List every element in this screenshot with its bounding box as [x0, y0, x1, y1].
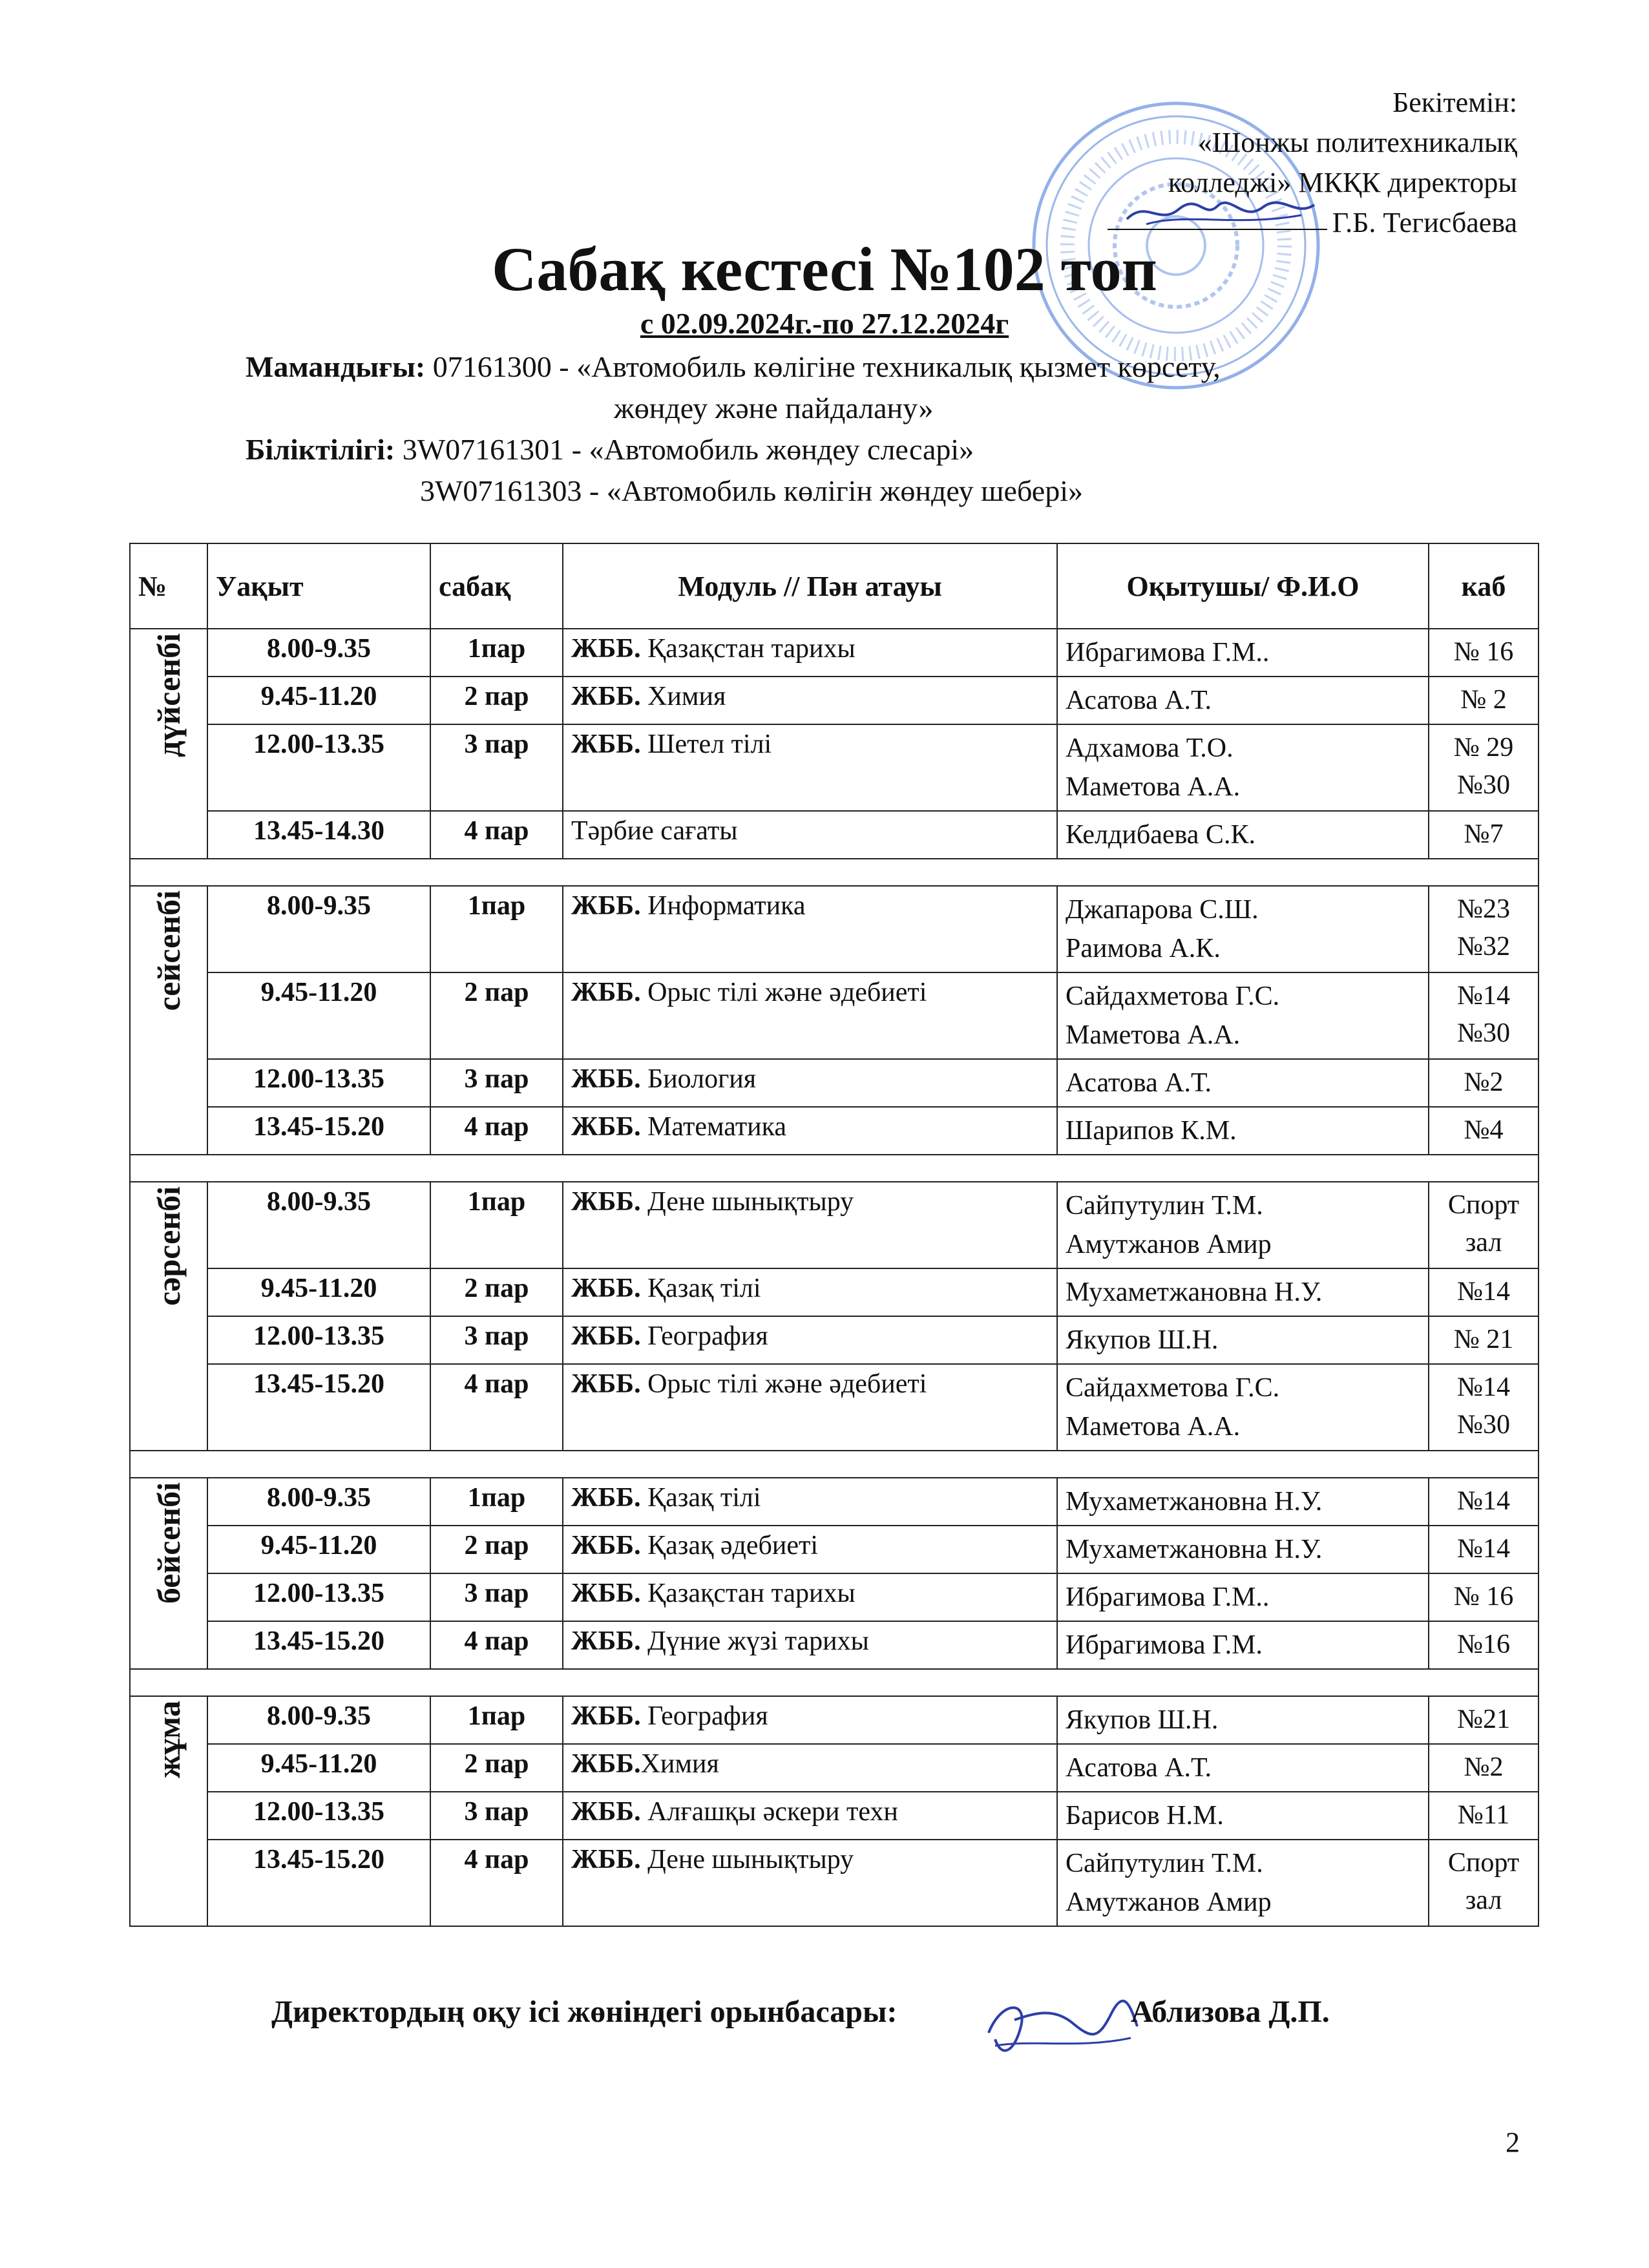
subject-name: География	[640, 1321, 768, 1351]
lesson-subject	[563, 1182, 1057, 1268]
subject-prefix: ЖББ.	[571, 1369, 641, 1399]
lesson-teacher	[1057, 1696, 1429, 1744]
lesson-teacher	[1057, 677, 1429, 724]
teacher-name: Якупов Ш.Н.	[1066, 1705, 1219, 1735]
lesson-teacher	[1057, 724, 1429, 811]
lesson-subject	[563, 629, 1057, 677]
lesson-pair: 1пар	[430, 1696, 563, 1744]
teacher-name: Келдибаева С.К.	[1066, 820, 1255, 850]
room-number: №7	[1464, 819, 1504, 849]
lesson-room	[1429, 972, 1539, 1059]
subject-prefix: ЖББ.	[571, 1579, 641, 1608]
day-name: дүйсенбі	[151, 633, 187, 757]
day-cell	[130, 1182, 207, 1451]
table-row	[130, 1526, 1539, 1573]
subject-name: Орыс тілі және әдебиеті	[640, 978, 927, 1007]
lesson-subject	[563, 1268, 1057, 1316]
teacher-name: Адхамова Т.О.	[1066, 733, 1234, 763]
lesson-subject	[563, 1621, 1057, 1669]
lesson-teacher	[1057, 1573, 1429, 1621]
lesson-room	[1429, 629, 1539, 677]
lesson-pair: 4 пар	[430, 1364, 563, 1451]
subject-prefix: ЖББ.	[571, 730, 641, 759]
lesson-teacher	[1057, 1107, 1429, 1155]
lesson-subject	[563, 1316, 1057, 1364]
subject-name: Химия	[640, 1749, 719, 1779]
qualification-label: Біліктілігі:	[246, 433, 395, 466]
subject-prefix: ЖББ.	[571, 1797, 641, 1827]
teacher-name: Ибрагимова Г.М..	[1066, 1582, 1270, 1612]
lesson-room	[1429, 724, 1539, 811]
teacher-name: Асатова А.Т.	[1066, 1753, 1212, 1783]
subject-name: Қазақ тілі	[640, 1483, 761, 1513]
lesson-subject	[563, 1364, 1057, 1451]
lesson-time: 8.00-9.35	[207, 886, 430, 972]
lesson-room	[1429, 1182, 1539, 1268]
lesson-room	[1429, 1107, 1539, 1155]
lesson-time: 12.00-13.35	[207, 1316, 430, 1364]
specialty-block	[246, 346, 1221, 429]
day-separator-row	[130, 859, 1539, 886]
deputy-name: Аблизова Д.П.	[1131, 1995, 1330, 2029]
lesson-time: 12.00-13.35	[207, 1573, 430, 1621]
lesson-pair: 1пар	[430, 1182, 563, 1268]
qualification-line-2: 3W07161303 - «Автомобиль көлігін жөндеу шебері»	[420, 474, 1083, 507]
subject-prefix: ЖББ.	[571, 1531, 641, 1560]
table-row	[130, 1840, 1539, 1926]
table-row	[130, 1182, 1539, 1268]
lesson-time: 8.00-9.35	[207, 1696, 430, 1744]
lesson-room	[1429, 1268, 1539, 1316]
lesson-room	[1429, 1792, 1539, 1840]
table-row	[130, 1744, 1539, 1792]
teacher-name: Маметова А.А.	[1066, 1020, 1241, 1050]
lesson-pair: 4 пар	[430, 1107, 563, 1155]
teacher-name: Маметова А.А.	[1066, 1412, 1241, 1442]
day-name: бейсенбі	[151, 1482, 187, 1604]
day-separator-row	[130, 1155, 1539, 1182]
table-row	[130, 724, 1539, 811]
subject-name: Орыс тілі және әдебиеті	[640, 1369, 927, 1399]
lesson-teacher	[1057, 1840, 1429, 1926]
room-number: № 16	[1453, 1582, 1514, 1612]
lesson-teacher	[1057, 1478, 1429, 1526]
lesson-room	[1429, 886, 1539, 972]
lesson-subject	[563, 1478, 1057, 1526]
lesson-subject	[563, 1840, 1057, 1926]
approval-line-3: колледжі» МКҚК директоры	[1168, 167, 1517, 198]
table-header-row	[130, 543, 1539, 629]
lesson-subject	[563, 1526, 1057, 1573]
teacher-name: Маметова А.А.	[1066, 772, 1241, 802]
day-separator	[130, 1451, 1539, 1478]
room-number: №21	[1456, 1705, 1511, 1734]
specialty-line-2: жөндеу және пайдалану»	[614, 392, 934, 425]
subject-name: География	[640, 1701, 768, 1731]
room-number: №30	[1456, 1018, 1511, 1048]
room-number: №11	[1457, 1800, 1510, 1830]
subject-name: Қазақстан тарихы	[640, 634, 856, 664]
table-row	[130, 677, 1539, 724]
room-number: №30	[1456, 770, 1511, 800]
lesson-subject	[563, 1059, 1057, 1107]
header-time: Уақыт	[207, 543, 430, 629]
lesson-subject	[563, 972, 1057, 1059]
room-number: зал	[1465, 1228, 1502, 1257]
table-row	[130, 1364, 1539, 1451]
table-row	[130, 629, 1539, 677]
table-row	[130, 1268, 1539, 1316]
subject-prefix: ЖББ.	[571, 682, 641, 711]
lesson-time: 13.45-15.20	[207, 1364, 430, 1451]
day-cell	[130, 629, 207, 859]
subject-prefix: ЖББ.	[571, 1749, 641, 1779]
room-number: Спорт	[1447, 1848, 1520, 1878]
lesson-time: 8.00-9.35	[207, 1478, 430, 1526]
day-separator	[130, 859, 1539, 886]
room-number: № 2	[1460, 685, 1507, 715]
schedule-period: с 02.09.2024г.-по 27.12.2024г	[640, 307, 1009, 340]
subject-name: Тәрбие сағаты	[571, 816, 738, 846]
teacher-name: Сайдахметова Г.С.	[1066, 982, 1280, 1011]
subject-prefix: ЖББ.	[571, 1321, 641, 1351]
lesson-room	[1429, 1316, 1539, 1364]
lesson-subject	[563, 1744, 1057, 1792]
teacher-name: Ибрагимова Г.М.	[1066, 1630, 1263, 1660]
lesson-time: 13.45-15.20	[207, 1621, 430, 1669]
teacher-name: Амутжанов Амир	[1066, 1230, 1272, 1259]
subject-name: Дене шынықтыру	[640, 1187, 854, 1217]
lesson-pair: 2 пар	[430, 677, 563, 724]
lesson-teacher	[1057, 1364, 1429, 1451]
lesson-pair: 2 пар	[430, 1744, 563, 1792]
lesson-time: 9.45-11.20	[207, 1526, 430, 1573]
lesson-room	[1429, 677, 1539, 724]
lesson-pair: 3 пар	[430, 1059, 563, 1107]
qualification-line-1: 3W07161301 - «Автомобиль жөндеу слесарі»	[395, 433, 974, 466]
table-row	[130, 1059, 1539, 1107]
lesson-pair: 3 пар	[430, 1316, 563, 1364]
teacher-name: Асатова А.Т.	[1066, 1068, 1212, 1098]
lesson-pair: 1пар	[430, 886, 563, 972]
lesson-teacher	[1057, 811, 1429, 859]
subject-name: Информатика	[640, 891, 806, 921]
lesson-room	[1429, 1696, 1539, 1744]
lesson-pair: 3 пар	[430, 1792, 563, 1840]
header-room: каб	[1429, 543, 1539, 629]
table-row	[130, 1792, 1539, 1840]
lesson-pair: 4 пар	[430, 1621, 563, 1669]
teacher-name: Сайпутулин Т.М.	[1066, 1191, 1263, 1221]
lesson-subject	[563, 677, 1057, 724]
room-number: Спорт	[1447, 1190, 1520, 1220]
lesson-pair: 2 пар	[430, 972, 563, 1059]
room-number: №14	[1456, 1277, 1511, 1307]
lesson-teacher	[1057, 1059, 1429, 1107]
room-number: №2	[1464, 1067, 1504, 1097]
lesson-teacher	[1057, 629, 1429, 677]
deputy-signature-block	[271, 1994, 1330, 2030]
teacher-name: Барисов Н.М.	[1066, 1801, 1224, 1831]
subject-prefix: ЖББ.	[571, 1483, 641, 1513]
lesson-pair: 4 пар	[430, 1840, 563, 1926]
header-num: №	[130, 543, 207, 629]
teacher-name: Мухаметжановна Н.У.	[1066, 1487, 1323, 1517]
lesson-room	[1429, 1744, 1539, 1792]
page-number: 2	[1506, 2126, 1520, 2158]
teacher-name: Мухаметжановна Н.У.	[1066, 1277, 1323, 1307]
day-separator-row	[130, 1669, 1539, 1696]
director-signature	[1108, 193, 1327, 232]
specialty-label: Мамандығы:	[246, 350, 426, 383]
lesson-pair: 2 пар	[430, 1526, 563, 1573]
teacher-name: Шарипов К.М.	[1066, 1116, 1237, 1146]
day-name: сәрсенбі	[151, 1186, 187, 1306]
room-number: №30	[1456, 1410, 1511, 1440]
subject-prefix: ЖББ.	[571, 1187, 641, 1217]
subject-prefix: ЖББ.	[571, 634, 641, 664]
room-number: №2	[1464, 1752, 1504, 1782]
lesson-room	[1429, 1573, 1539, 1621]
subject-name: Химия	[640, 682, 726, 711]
lesson-pair: 3 пар	[430, 724, 563, 811]
director-signature-line	[1108, 203, 1327, 230]
lesson-teacher	[1057, 1792, 1429, 1840]
subject-name: Математика	[640, 1112, 787, 1142]
day-cell	[130, 886, 207, 1155]
subject-prefix: ЖББ.	[571, 978, 641, 1007]
director-name: Г.Б. Тегисбаева	[1332, 207, 1517, 238]
subject-prefix: ЖББ.	[571, 891, 641, 921]
schedule-table	[129, 543, 1539, 1927]
table-row	[130, 1573, 1539, 1621]
lesson-time: 13.45-15.20	[207, 1840, 430, 1926]
table-row	[130, 1696, 1539, 1744]
room-number: №32	[1456, 932, 1511, 961]
subject-name: Қазақ тілі	[640, 1274, 761, 1303]
subject-name: Қазақстан тарихы	[640, 1579, 856, 1608]
teacher-name: Сайдахметова Г.С.	[1066, 1373, 1280, 1403]
subject-name: Алғашқы әскери техн	[640, 1797, 898, 1827]
subject-name: Дене шынықтыру	[640, 1845, 854, 1874]
room-number: № 21	[1453, 1325, 1514, 1354]
lesson-subject	[563, 1573, 1057, 1621]
lesson-room	[1429, 1526, 1539, 1573]
table-row	[130, 811, 1539, 859]
teacher-name: Мухаметжановна Н.У.	[1066, 1535, 1323, 1564]
day-name: жұма	[151, 1701, 187, 1778]
table-row	[130, 1621, 1539, 1669]
approval-block	[1108, 83, 1517, 243]
lesson-teacher	[1057, 1744, 1429, 1792]
page-title: Сабақ кестесі №102 топ	[492, 235, 1157, 304]
lesson-time: 8.00-9.35	[207, 629, 430, 677]
room-number: № 29	[1453, 733, 1514, 762]
schedule-body	[130, 629, 1539, 1926]
lesson-room	[1429, 1840, 1539, 1926]
room-number: № 16	[1453, 637, 1514, 667]
table-row	[130, 1316, 1539, 1364]
deputy-label: Директордың оқу ісі жөніндегі орынбасары:	[271, 1995, 898, 2029]
table-row	[130, 1478, 1539, 1526]
lesson-teacher	[1057, 1268, 1429, 1316]
lesson-time: 13.45-15.20	[207, 1107, 430, 1155]
lesson-subject	[563, 1696, 1057, 1744]
subject-prefix: ЖББ.	[571, 1845, 641, 1874]
lesson-room	[1429, 1621, 1539, 1669]
room-number: №14	[1456, 981, 1511, 1011]
lesson-pair: 4 пар	[430, 811, 563, 859]
lesson-subject	[563, 886, 1057, 972]
subject-prefix: ЖББ.	[571, 1112, 641, 1142]
lesson-time: 9.45-11.20	[207, 677, 430, 724]
approval-line-2: «Шонжы политехникалық	[1197, 127, 1517, 158]
header-teacher: Оқытушы/ Ф.И.О	[1057, 543, 1429, 629]
lesson-subject	[563, 724, 1057, 811]
teacher-name: Ибрагимова Г.М..	[1066, 638, 1270, 667]
subject-prefix: ЖББ.	[571, 1274, 641, 1303]
approval-line-1: Бекітемін:	[1392, 87, 1517, 118]
subject-prefix: ЖББ.	[571, 1064, 641, 1094]
room-number: №23	[1456, 894, 1511, 924]
lesson-teacher	[1057, 1621, 1429, 1669]
qualification-block	[246, 429, 1083, 512]
lesson-time: 12.00-13.35	[207, 1792, 430, 1840]
room-number: №4	[1464, 1115, 1504, 1145]
day-cell	[130, 1478, 207, 1669]
lesson-room	[1429, 1059, 1539, 1107]
day-separator-row	[130, 1451, 1539, 1478]
subject-name: Қазақ әдебиеті	[640, 1531, 819, 1560]
lesson-subject	[563, 1107, 1057, 1155]
day-separator	[130, 1669, 1539, 1696]
subject-prefix: ЖББ.	[571, 1626, 641, 1656]
lesson-teacher	[1057, 1182, 1429, 1268]
room-number: №16	[1456, 1630, 1511, 1659]
lesson-time: 9.45-11.20	[207, 1744, 430, 1792]
teacher-name: Асатова А.Т.	[1066, 686, 1212, 715]
lesson-subject	[563, 1792, 1057, 1840]
day-name: сейсенбі	[151, 890, 187, 1011]
day-separator	[130, 1155, 1539, 1182]
teacher-name: Сайпутулин Т.М.	[1066, 1849, 1263, 1878]
subject-name: Дүние жүзі тарихы	[640, 1626, 869, 1656]
lesson-time: 13.45-14.30	[207, 811, 430, 859]
room-number: №14	[1456, 1486, 1511, 1516]
specialty-line-1: 07161300 - «Автомобиль көлігіне техникалық қызмет көрсету,	[425, 350, 1221, 383]
room-number: №14	[1456, 1534, 1511, 1564]
subject-prefix: ЖББ.	[571, 1701, 641, 1731]
lesson-pair: 2 пар	[430, 1268, 563, 1316]
subject-name: Шетел тілі	[640, 730, 772, 759]
lesson-time: 9.45-11.20	[207, 1268, 430, 1316]
lesson-pair: 3 пар	[430, 1573, 563, 1621]
header-pair: сабақ	[430, 543, 563, 629]
teacher-name: Раимова А.К.	[1066, 934, 1221, 963]
subject-name: Биология	[640, 1064, 757, 1094]
table-row	[130, 972, 1539, 1059]
table-row	[130, 886, 1539, 972]
lesson-time: 12.00-13.35	[207, 1059, 430, 1107]
lesson-room	[1429, 811, 1539, 859]
header-module: Модуль // Пән атауы	[563, 543, 1057, 629]
lesson-time: 9.45-11.20	[207, 972, 430, 1059]
lesson-pair: 1пар	[430, 1478, 563, 1526]
teacher-name: Джапарова С.Ш.	[1066, 895, 1259, 925]
lesson-time: 12.00-13.35	[207, 724, 430, 811]
lesson-subject	[563, 811, 1057, 859]
lesson-teacher	[1057, 886, 1429, 972]
lesson-teacher	[1057, 1526, 1429, 1573]
teacher-name: Якупов Ш.Н.	[1066, 1325, 1219, 1355]
deputy-signature	[976, 1988, 1144, 2065]
day-cell	[130, 1696, 207, 1926]
teacher-name: Амутжанов Амир	[1066, 1887, 1272, 1917]
lesson-time: 8.00-9.35	[207, 1182, 430, 1268]
table-row	[130, 1107, 1539, 1155]
lesson-pair: 1пар	[430, 629, 563, 677]
room-number: зал	[1465, 1885, 1502, 1915]
lesson-teacher	[1057, 1316, 1429, 1364]
lesson-room	[1429, 1364, 1539, 1451]
lesson-teacher	[1057, 972, 1429, 1059]
room-number: №14	[1456, 1372, 1511, 1402]
lesson-room	[1429, 1478, 1539, 1526]
